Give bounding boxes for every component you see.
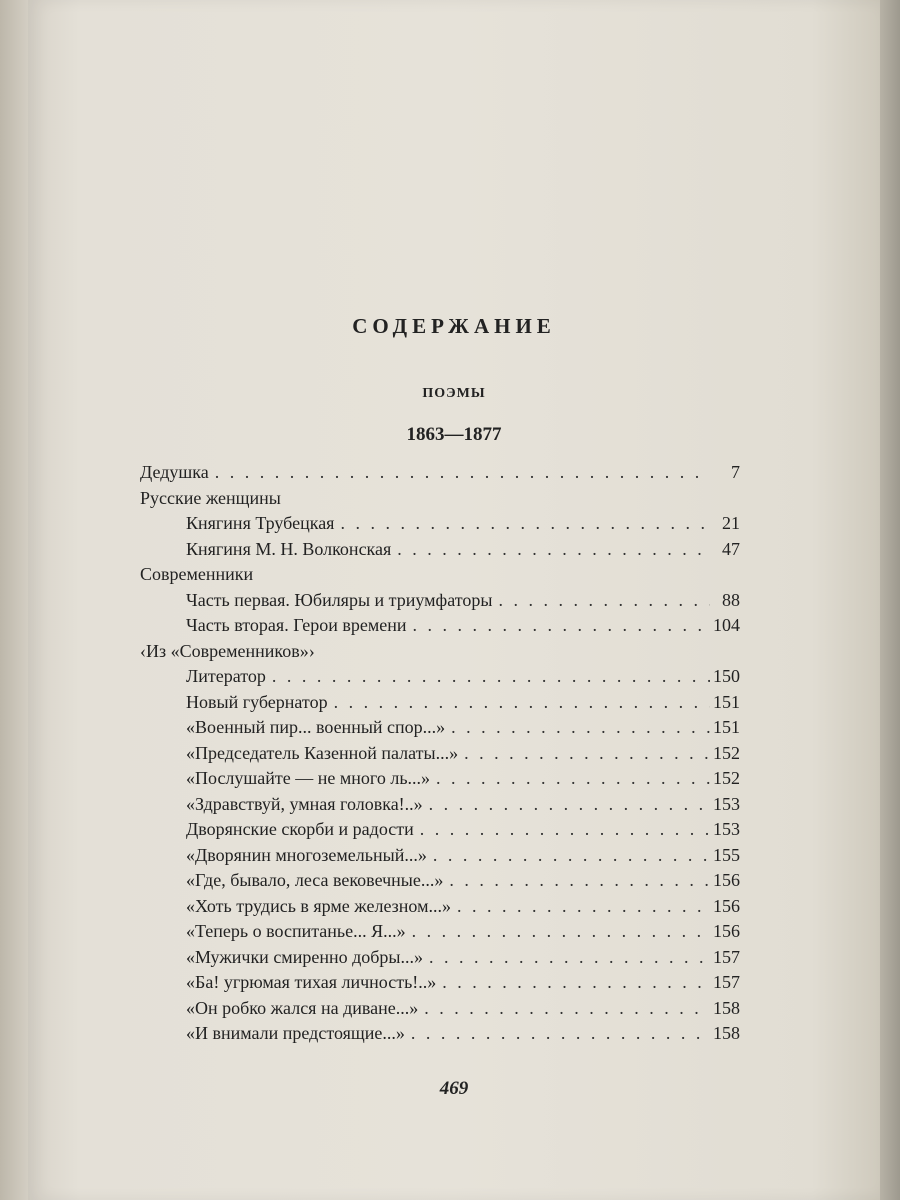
toc-leader-dots: [451, 894, 710, 920]
toc-entry-title: Литератор: [186, 666, 266, 686]
toc-entry-page: 157: [713, 972, 740, 992]
toc-entry-page: 7: [731, 462, 740, 482]
toc-leader-dots: [334, 511, 710, 537]
toc-entry: [140, 690, 740, 716]
toc-entry-title: Русские женщины: [140, 487, 281, 508]
toc-entry: [140, 460, 740, 486]
toc-leader-dots: [266, 664, 710, 690]
toc-entry: [140, 792, 740, 818]
toc-entry-title: «Председатель Казенной палаты...»: [186, 742, 459, 763]
table-of-contents: [140, 460, 740, 1047]
toc-entry-page: 150: [713, 666, 740, 686]
toc-entry-page: 152: [713, 768, 740, 788]
toc-leader-dots: [418, 996, 710, 1022]
toc-entry-title: Часть первая. Юбиляры и триумфаторы: [186, 589, 493, 610]
toc-leader-dots: [405, 1021, 710, 1047]
toc-entry-page: 152: [713, 742, 740, 763]
toc-entry: [140, 843, 740, 869]
toc-entry-title: «Хоть трудись в ярме железном...»: [186, 895, 451, 916]
toc-entry: [140, 613, 740, 639]
toc-entry: [140, 741, 740, 767]
toc-leader-dots: [430, 766, 710, 792]
toc-entry: [140, 817, 740, 843]
toc-entry-page: 157: [713, 946, 740, 967]
toc-entry-title: Современники: [140, 564, 254, 584]
book-gutter-shadow: [0, 0, 28, 1200]
toc-entry-page: 155: [713, 844, 740, 865]
toc-entry-page: 151: [713, 691, 740, 712]
toc-entry-page: 156: [713, 921, 740, 941]
toc-entry-page: 151: [713, 717, 740, 737]
toc-entry-title: «Здравствуй, умная головка!..»: [186, 793, 423, 814]
toc-entry-page: 88: [722, 589, 740, 610]
toc-entry: [140, 894, 740, 920]
toc-entry: [140, 945, 740, 971]
toc-entry-title: Часть вторая. Герои времени: [186, 615, 407, 635]
toc-entry-title: Княгиня Трубецкая: [186, 513, 335, 533]
toc-leader-dots: [391, 537, 710, 563]
toc-leader-dots: [492, 588, 710, 614]
toc-leader-dots: [423, 945, 710, 971]
toc-entry-page: 153: [713, 819, 740, 839]
toc-entry: [140, 715, 740, 741]
toc-entry: [140, 1021, 740, 1047]
toc-entry: [140, 868, 740, 894]
toc-entry: [140, 766, 740, 792]
toc-leader-dots: [328, 690, 710, 716]
toc-entry-title: «Ба! угрюмая тихая личность!..»: [186, 972, 437, 992]
toc-entry-title: ‹Из «Современников»›: [140, 640, 315, 661]
toc-entry-page: 153: [713, 793, 740, 814]
toc-entry-title: «Военный пир... военный спор...»: [186, 717, 446, 737]
toc-entry: [140, 588, 740, 614]
toc-entry-page: 158: [713, 1023, 740, 1043]
page-number: 469: [439, 1078, 469, 1099]
toc-leader-dots: [445, 715, 710, 741]
toc-entry-title: «И внимали предстоящие...»: [186, 1023, 405, 1043]
toc-entry-title: «Он робко жался на диване...»: [186, 997, 419, 1018]
toc-entry: [140, 639, 740, 665]
toc-entry: [140, 996, 740, 1022]
toc-entry-title: «Где, бывало, леса вековечные...»: [186, 870, 444, 890]
toc-entry-title: Княгиня М. Н. Волконская: [186, 538, 392, 559]
toc-entry-page: 158: [713, 997, 740, 1018]
book-page: [28, 0, 880, 1200]
toc-entry: [140, 511, 740, 537]
toc-leader-dots: [209, 460, 710, 486]
toc-entry-title: «Дворянин многоземельный...»: [186, 844, 427, 865]
toc-entry-title: Новый губернатор: [186, 691, 328, 712]
page-title: СОДЕРЖАНИЕ: [352, 314, 556, 338]
toc-entry-title: «Теперь о воспитанье... Я...»: [186, 921, 406, 941]
toc-entry-page: 156: [713, 870, 740, 890]
toc-entry-page: 104: [713, 615, 740, 635]
toc-entry-title: Дворянские скорби и радости: [186, 819, 414, 839]
toc-entry-page: 47: [722, 538, 740, 559]
toc-entry-title: Дедушка: [140, 462, 209, 482]
toc-entry-title: «Послушайте — не много ль...»: [186, 768, 431, 788]
toc-leader-dots: [423, 792, 710, 818]
toc-leader-dots: [436, 970, 710, 996]
toc-entry: [140, 562, 740, 588]
toc-entry: [140, 919, 740, 945]
toc-leader-dots: [443, 868, 710, 894]
toc-entry-title: «Мужички смиренно добры...»: [186, 946, 423, 967]
toc-entry: [140, 486, 740, 512]
next-page-edge: [880, 0, 900, 1200]
section-kind-heading: ПОЭМЫ: [422, 386, 486, 401]
toc-entry-page: 156: [713, 895, 740, 916]
toc-leader-dots: [458, 741, 710, 767]
section-years-heading: 1863—1877: [406, 424, 502, 445]
toc-entry: [140, 664, 740, 690]
toc-leader-dots: [406, 919, 710, 945]
toc-entry: [140, 970, 740, 996]
toc-entry: [140, 537, 740, 563]
toc-leader-dots: [414, 817, 710, 843]
toc-leader-dots: [407, 613, 711, 639]
toc-entry-page: 21: [722, 513, 740, 533]
toc-leader-dots: [427, 843, 710, 869]
